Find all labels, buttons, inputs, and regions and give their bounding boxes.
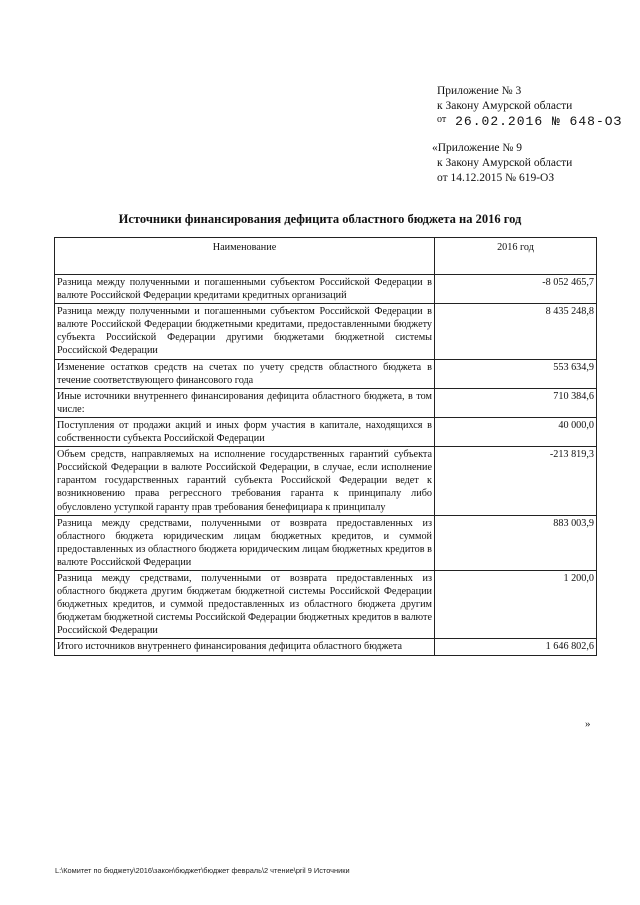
- table-row: [55, 275, 597, 304]
- table-row: [55, 515, 597, 570]
- row-name: Разница между полученными и погашенными субъектом Российской Федерации в валюте Российской Федерации кредитами кредитных организаций: [55, 275, 435, 304]
- closing-quote: »: [585, 718, 591, 730]
- appendix-3-law-ref: к Закону Амурской области: [437, 100, 573, 112]
- appendix-9-date: от 14.12.2015 № 619-ОЗ: [437, 172, 555, 184]
- row-value: -213 819,3: [435, 447, 597, 515]
- row-value: 40 000,0: [435, 417, 597, 446]
- appendix-3-date-line: [437, 114, 622, 130]
- table-row: [55, 570, 597, 638]
- row-name: Разница между средствами, полученными от возврата предоставленных из областного бюджета другим бюджетам бюджетной системы Российской Федерации бюджетных кредитов, и суммой предоставленных из областного бюджета другим бюджетам бюджетной системы Российской Федерации бюджетных кредитов в валюте Российской Федерации: [55, 570, 435, 638]
- row-name: Объем средств, направляемых на исполнение государственных гарантий субъекта Российской Федерации в валюте Российской Федерации, в случае, если исполнение гарантом государственных гарантий субъекта Российской Федерации ведет к возникновению права регрессного требования гаранта к принципалу либо обусловлено уступкой гаранту прав требования бенефициара к принципалу: [55, 447, 435, 515]
- row-value: 1 200,0: [435, 570, 597, 638]
- row-name: Поступления от продажи акций и иных форм участия в капитале, находящихся в собственности субъекта Российской Федерации: [55, 417, 435, 446]
- row-value: -8 052 465,7: [435, 275, 597, 304]
- row-value: 553 634,9: [435, 359, 597, 388]
- appendix-3-block: [437, 84, 622, 130]
- table-row: [55, 304, 597, 359]
- row-value: 8 435 248,8: [435, 304, 597, 359]
- total-name: Итого источников внутреннего финансирования дефицита областного бюджета: [55, 639, 435, 655]
- appendix-9-law-ref: к Закону Амурской области: [437, 157, 573, 169]
- row-name: Разница между средствами, полученными от возврата предоставленных из областного бюджета юридическим лицам бюджетных кредитов, и суммой предоставленных из областного бюджета юридическим лицам бюджетных кредитов в валюте Российской Федерации: [55, 515, 435, 570]
- table-header-row: [55, 238, 597, 275]
- total-value: 1 646 802,6: [435, 639, 597, 655]
- document-title: Источники финансирования дефицита областного бюджета на 2016 год: [118, 212, 522, 226]
- table-row-total: [55, 639, 597, 655]
- from-label: от: [437, 114, 447, 125]
- header-name: Наименование: [55, 238, 435, 275]
- row-value: 710 384,6: [435, 388, 597, 417]
- header-year: 2016 год: [435, 238, 597, 275]
- row-name: Иные источники внутреннего финансирования дефицита областного бюджета, в том числе:: [55, 388, 435, 417]
- row-name: Разница между полученными и погашенными субъектом Российской Федерации в валюте Российской Федерации бюджетными кредитами, предоставленными бюджету субъекта Российской Федерации другими бюджетами бюджетной системы Российской Федерации: [55, 304, 435, 359]
- table-row: [55, 388, 597, 417]
- table-row: [55, 359, 597, 388]
- appendix-3-label: Приложение № 3: [437, 85, 522, 97]
- table-row: [55, 447, 597, 515]
- row-value: 883 003,9: [435, 515, 597, 570]
- row-name: Изменение остатков средств на счетах по учету средств областного бюджета в течение соответствующего финансового года: [55, 359, 435, 388]
- appendix-9-label: «Приложение № 9: [432, 142, 522, 154]
- appendix-9-block: [432, 141, 573, 186]
- law-date-number: 26.02.2016 № 648-ОЗ: [455, 114, 623, 129]
- table-row: [55, 417, 597, 446]
- file-path-footer: L:\Комитет по бюджету\2016\закон\бюджет\бюджет февраль\2 чтение\pril 9 Источники: [55, 866, 350, 875]
- financing-sources-table: [54, 237, 597, 656]
